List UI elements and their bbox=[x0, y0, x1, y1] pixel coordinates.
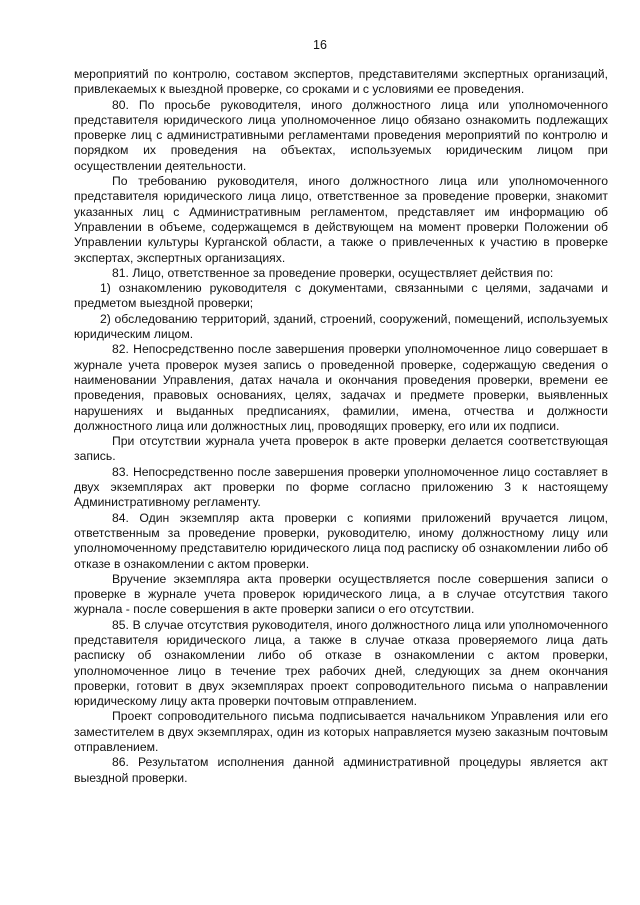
paragraph-80: 80. По просьбе руководителя, иного должностного лица или уполномоченного представителя юридического лица уполномоченное лицо обязано ознакомить подлежащих проверке лиц с административными регламентами проведения мероприятий по контролю и порядком их проведения на объектах, используемых юридическим лицом при осуществлении деятельности. bbox=[74, 97, 608, 173]
paragraph-84: 84. Один экземпляр акта проверки с копиями приложений вручается лицом, ответственным за проведение проверки, руководителю, иному должностному лицу или уполномоченному представителю юридического лица под расписку об ознакомлении либо об отказе в ознакомлении с актом проверки. bbox=[74, 510, 608, 571]
paragraph-86: 86. Результатом исполнения данной административной процедуры является акт выездной проверки. bbox=[74, 755, 608, 785]
paragraph-81-item-1: 1) ознакомлению руководителя с документами, связанными с целями, задачами и предметом выездной проверки; bbox=[74, 281, 608, 311]
paragraph-81-item-2: 2) обследованию территорий, зданий, строений, сооружений, помещений, используемых юридическим лицом. bbox=[74, 311, 608, 342]
paragraph-84-delivery: Вручение экземпляра акта проверки осуществляется после совершения записи о проверке в журнале учета проверок юридического лица, а в случае отсутствия такого журнала - после совершения в акте проверки записи о его отсутствии. bbox=[74, 571, 608, 617]
page-number: 16 bbox=[313, 38, 327, 52]
paragraph-82-no-journal: При отсутствии журнала учета проверок в акте проверки делается соответствующая запись. bbox=[74, 434, 608, 464]
paragraph-85: 85. В случае отсутствия руководителя, иного должностного лица или уполномоченного представителя юридического лица, а также в случае отказа проверяемого лица дать расписку об ознакомлении либо об отказе в ознакомлении с актом проверки, уполномоченное лицо в течение трех рабочих дней, следующих за днем окончания проверки, готовит в двух экземплярах проект сопроводительного письма о направлении юридическому лицу акта проверки почтовым отправлением. bbox=[74, 617, 608, 709]
paragraph-85-letter: Проект сопроводительного письма подписывается начальником Управления или его заместителем в двух экземплярах, один из которых направляется музею заказным почтовым отправлением. bbox=[74, 709, 608, 755]
page-content bbox=[74, 67, 608, 786]
paragraph-81: 81. Лицо, ответственное за проведение проверки, осуществляет действия по: bbox=[112, 265, 554, 280]
paragraph-82: 82. Непосредственно после завершения проверки уполномоченное лицо совершает в журнале учета проверок музея запись о проведенной проверке, содержащую сведения о наименовании Управления, датах начала и окончания проведения проверки, времени ее проведения, правовых основаниях, целях, задачах и предмете проверки, выявленных нарушениях и выданных предписаниях, фамилии, имена, отчества и должности должностного лица или должностных лиц, проводящих проверку, его или их подписи. bbox=[74, 342, 608, 433]
paragraph-83: 83. Непосредственно после завершения проверки уполномоченное лицо составляет в двух экземплярах акт проверки по форме согласно приложению 3 к настоящему Административному регламенту. bbox=[74, 464, 608, 510]
paragraph-80-requirement: По требованию руководителя, иного должностного лица или уполномоченного представителя юридического лица лицо, ответственное за проведение проверки, знакомит указанных лиц с Административным регламентом, представляет им информацию об Управлении в объеме, содержащемся в действующем на момент проверки Положении об Управлении культуры Курганской области, а также о привлеченных к участию в проверке экспертах, экспертных организациях. bbox=[74, 174, 608, 265]
paragraph-continuation: мероприятий по контролю, составом экспертов, представителями экспертных организаций, привлекаемых к выездной проверке, со сроками и с условиями ее проведения. bbox=[74, 67, 608, 97]
